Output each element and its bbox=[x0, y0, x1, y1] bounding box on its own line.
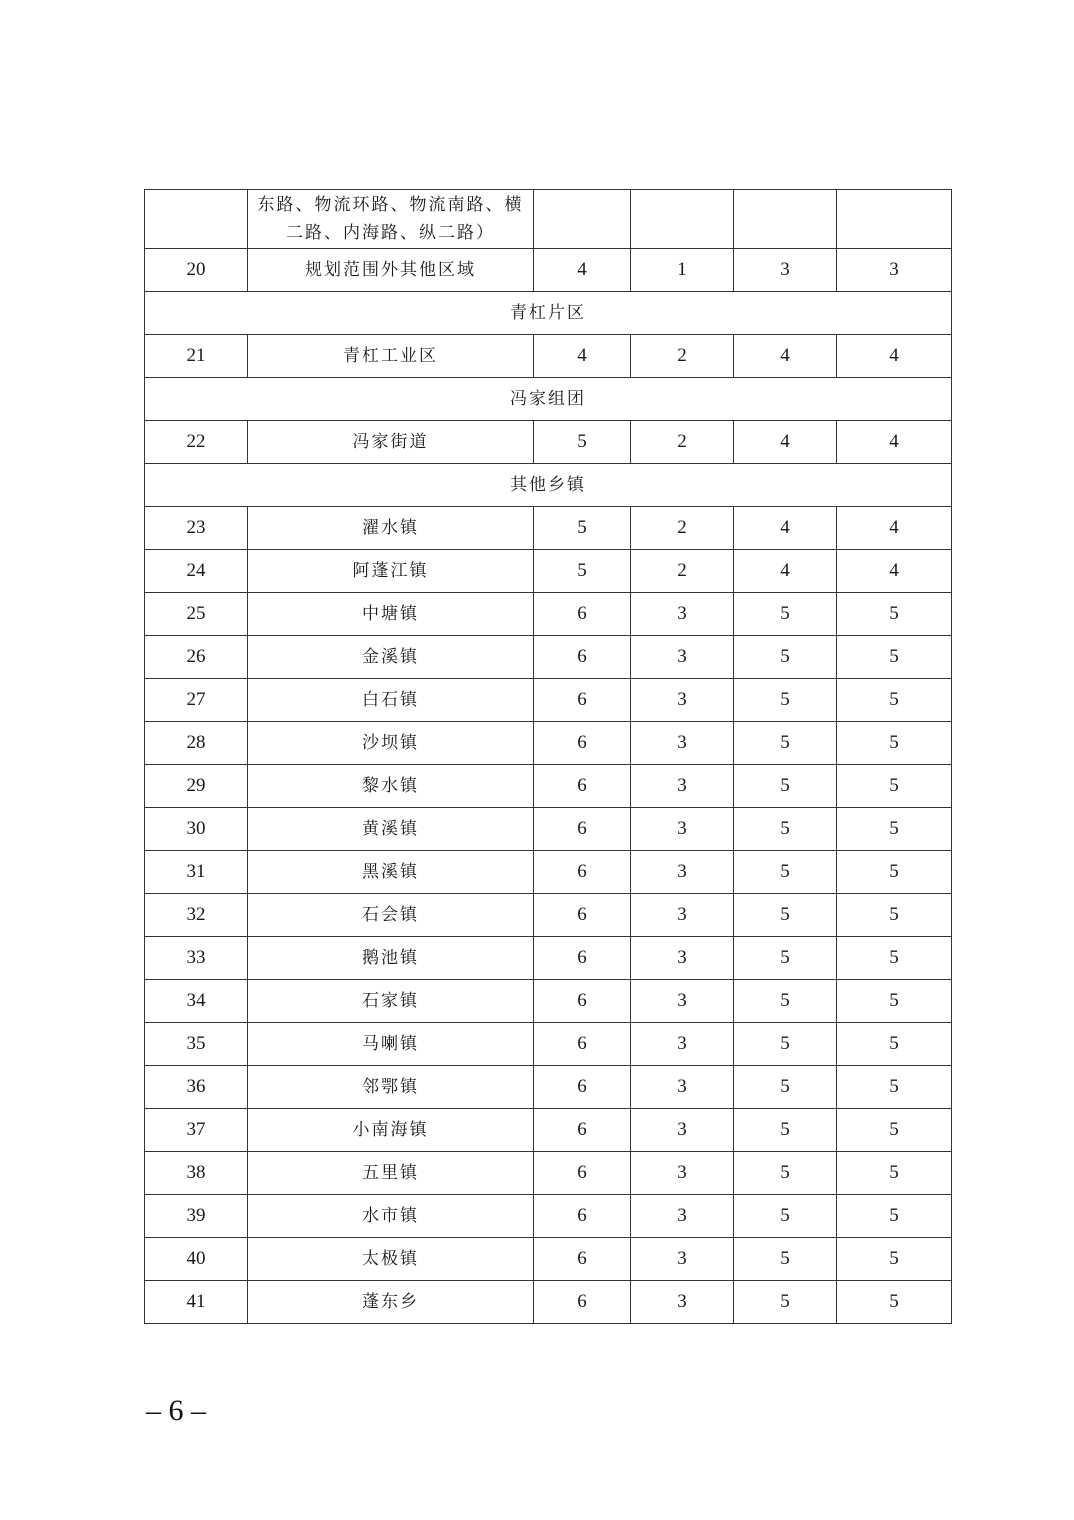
row-index-cell: 40 bbox=[145, 1238, 248, 1281]
value-cell-4: 5 bbox=[837, 937, 952, 980]
section-row bbox=[145, 292, 952, 335]
value-cell-4: 5 bbox=[837, 808, 952, 851]
value-cell-4: 5 bbox=[837, 1066, 952, 1109]
area-name-cell: 冯家街道 bbox=[248, 421, 534, 464]
area-name-cell: 黎水镇 bbox=[248, 765, 534, 808]
table-row bbox=[145, 808, 952, 851]
value-cell-1: 6 bbox=[534, 1281, 631, 1324]
value-cell-1: 6 bbox=[534, 937, 631, 980]
value-cell-4: 5 bbox=[837, 636, 952, 679]
value-cell-1: 6 bbox=[534, 636, 631, 679]
table-row bbox=[145, 1238, 952, 1281]
value-cell-1: 6 bbox=[534, 1023, 631, 1066]
value-cell-1: 6 bbox=[534, 1238, 631, 1281]
value-cell-2: 3 bbox=[631, 1023, 734, 1066]
value-cell-1: 4 bbox=[534, 249, 631, 292]
row-index-cell: 25 bbox=[145, 593, 248, 636]
table-row bbox=[145, 593, 952, 636]
area-name-cell: 马喇镇 bbox=[248, 1023, 534, 1066]
section-heading-qinggang: 青杠片区 bbox=[145, 292, 952, 335]
value-cell-4: 3 bbox=[837, 249, 952, 292]
area-name-cell: 金溪镇 bbox=[248, 636, 534, 679]
value-cell-1: 6 bbox=[534, 808, 631, 851]
row-index-cell: 38 bbox=[145, 1152, 248, 1195]
row-index-cell: 28 bbox=[145, 722, 248, 765]
row-index-cell: 24 bbox=[145, 550, 248, 593]
value-cell-4 bbox=[837, 190, 952, 249]
table-row bbox=[145, 507, 952, 550]
row-index-cell: 23 bbox=[145, 507, 248, 550]
table-row bbox=[145, 679, 952, 722]
table-row bbox=[145, 1023, 952, 1066]
value-cell-1: 6 bbox=[534, 679, 631, 722]
row-index-cell: 36 bbox=[145, 1066, 248, 1109]
area-name-cell: 小南海镇 bbox=[248, 1109, 534, 1152]
value-cell-2: 3 bbox=[631, 1195, 734, 1238]
row-index-cell: 21 bbox=[145, 335, 248, 378]
value-cell-2: 3 bbox=[631, 679, 734, 722]
row-index-cell: 39 bbox=[145, 1195, 248, 1238]
value-cell-4: 4 bbox=[837, 507, 952, 550]
value-cell-3: 5 bbox=[734, 765, 837, 808]
row-index-cell: 31 bbox=[145, 851, 248, 894]
value-cell-3: 5 bbox=[734, 636, 837, 679]
row-index-cell: 22 bbox=[145, 421, 248, 464]
area-name-cell: 石家镇 bbox=[248, 980, 534, 1023]
row-index-cell: 35 bbox=[145, 1023, 248, 1066]
area-name-cell: 蓬东乡 bbox=[248, 1281, 534, 1324]
value-cell-4: 5 bbox=[837, 1195, 952, 1238]
row-index-cell: 27 bbox=[145, 679, 248, 722]
table-row bbox=[145, 335, 952, 378]
value-cell-2: 3 bbox=[631, 722, 734, 765]
value-cell-2: 3 bbox=[631, 808, 734, 851]
value-cell-4: 5 bbox=[837, 980, 952, 1023]
value-cell-4: 5 bbox=[837, 765, 952, 808]
area-name-cell: 邻鄂镇 bbox=[248, 1066, 534, 1109]
section-heading-other-towns: 其他乡镇 bbox=[145, 464, 952, 507]
value-cell-2: 3 bbox=[631, 851, 734, 894]
table-row bbox=[145, 1195, 952, 1238]
value-cell-1: 6 bbox=[534, 722, 631, 765]
value-cell-2: 3 bbox=[631, 1238, 734, 1281]
value-cell-1: 6 bbox=[534, 980, 631, 1023]
area-name-cell: 鹅池镇 bbox=[248, 937, 534, 980]
value-cell-4: 5 bbox=[837, 1152, 952, 1195]
value-cell-2: 3 bbox=[631, 937, 734, 980]
value-cell-4: 5 bbox=[837, 722, 952, 765]
value-cell-4: 5 bbox=[837, 1109, 952, 1152]
value-cell-3: 4 bbox=[734, 335, 837, 378]
value-cell-1: 6 bbox=[534, 851, 631, 894]
area-name-cell: 白石镇 bbox=[248, 679, 534, 722]
area-name-cell: 黄溪镇 bbox=[248, 808, 534, 851]
value-cell-1: 4 bbox=[534, 335, 631, 378]
row-index-cell: 32 bbox=[145, 894, 248, 937]
value-cell-1: 5 bbox=[534, 550, 631, 593]
area-name-cell: 阿蓬江镇 bbox=[248, 550, 534, 593]
value-cell-1: 6 bbox=[534, 593, 631, 636]
section-row bbox=[145, 378, 952, 421]
value-cell-1: 6 bbox=[534, 1066, 631, 1109]
value-cell-3: 4 bbox=[734, 421, 837, 464]
value-cell-1 bbox=[534, 190, 631, 249]
value-cell-2: 2 bbox=[631, 335, 734, 378]
value-cell-4: 5 bbox=[837, 851, 952, 894]
value-cell-3: 4 bbox=[734, 550, 837, 593]
value-cell-3: 5 bbox=[734, 679, 837, 722]
row-index-cell: 29 bbox=[145, 765, 248, 808]
value-cell-2: 3 bbox=[631, 593, 734, 636]
value-cell-3: 5 bbox=[734, 1152, 837, 1195]
row-index-cell: 30 bbox=[145, 808, 248, 851]
value-cell-3: 5 bbox=[734, 894, 837, 937]
value-cell-1: 6 bbox=[534, 1195, 631, 1238]
district-rating-table bbox=[144, 189, 952, 1324]
table-body bbox=[145, 190, 952, 1324]
row-index-cell: 37 bbox=[145, 1109, 248, 1152]
value-cell-3: 3 bbox=[734, 249, 837, 292]
area-name-cell: 青杠工业区 bbox=[248, 335, 534, 378]
value-cell-3: 5 bbox=[734, 808, 837, 851]
row-index-cell: 26 bbox=[145, 636, 248, 679]
table-row-continued bbox=[145, 190, 952, 249]
area-name-cell: 规划范围外其他区域 bbox=[248, 249, 534, 292]
table-row bbox=[145, 249, 952, 292]
page-number: – 6 – bbox=[146, 1394, 206, 1427]
value-cell-4: 5 bbox=[837, 1023, 952, 1066]
value-cell-2: 2 bbox=[631, 507, 734, 550]
row-index-cell bbox=[145, 190, 248, 249]
value-cell-3: 5 bbox=[734, 722, 837, 765]
value-cell-3 bbox=[734, 190, 837, 249]
table-row bbox=[145, 851, 952, 894]
table-row bbox=[145, 765, 952, 808]
section-heading-fengjia: 冯家组团 bbox=[145, 378, 952, 421]
area-name-cell: 太极镇 bbox=[248, 1238, 534, 1281]
row-index-cell: 33 bbox=[145, 937, 248, 980]
value-cell-1: 5 bbox=[534, 421, 631, 464]
section-row bbox=[145, 464, 952, 507]
table-row bbox=[145, 1066, 952, 1109]
value-cell-1: 6 bbox=[534, 765, 631, 808]
area-name-cell: 水市镇 bbox=[248, 1195, 534, 1238]
value-cell-4: 4 bbox=[837, 335, 952, 378]
value-cell-4: 5 bbox=[837, 1238, 952, 1281]
value-cell-2: 1 bbox=[631, 249, 734, 292]
value-cell-3: 5 bbox=[734, 937, 837, 980]
value-cell-2: 2 bbox=[631, 550, 734, 593]
area-name-cell: 石会镇 bbox=[248, 894, 534, 937]
area-name-cell: 东路、物流环路、物流南路、横二路、内海路、纵二路） bbox=[248, 190, 534, 249]
table-row bbox=[145, 1281, 952, 1324]
value-cell-4: 5 bbox=[837, 679, 952, 722]
area-name-cell: 濯水镇 bbox=[248, 507, 534, 550]
table-row bbox=[145, 980, 952, 1023]
value-cell-3: 5 bbox=[734, 980, 837, 1023]
value-cell-3: 5 bbox=[734, 1109, 837, 1152]
value-cell-4: 5 bbox=[837, 1281, 952, 1324]
value-cell-3: 5 bbox=[734, 1066, 837, 1109]
table-row bbox=[145, 636, 952, 679]
value-cell-2: 3 bbox=[631, 636, 734, 679]
value-cell-2: 3 bbox=[631, 1066, 734, 1109]
value-cell-3: 5 bbox=[734, 1238, 837, 1281]
table-row bbox=[145, 937, 952, 980]
value-cell-4: 4 bbox=[837, 550, 952, 593]
table-row bbox=[145, 894, 952, 937]
value-cell-2: 3 bbox=[631, 980, 734, 1023]
row-index-cell: 20 bbox=[145, 249, 248, 292]
value-cell-3: 4 bbox=[734, 507, 837, 550]
table-row bbox=[145, 722, 952, 765]
value-cell-2: 3 bbox=[631, 765, 734, 808]
value-cell-2: 2 bbox=[631, 421, 734, 464]
area-name-cell: 五里镇 bbox=[248, 1152, 534, 1195]
area-name-cell: 沙坝镇 bbox=[248, 722, 534, 765]
value-cell-3: 5 bbox=[734, 593, 837, 636]
value-cell-3: 5 bbox=[734, 851, 837, 894]
value-cell-1: 6 bbox=[534, 894, 631, 937]
table-row bbox=[145, 1152, 952, 1195]
value-cell-1: 6 bbox=[534, 1109, 631, 1152]
table-row bbox=[145, 421, 952, 464]
row-index-cell: 41 bbox=[145, 1281, 248, 1324]
value-cell-3: 5 bbox=[734, 1195, 837, 1238]
area-name-cell: 黑溪镇 bbox=[248, 851, 534, 894]
value-cell-3: 5 bbox=[734, 1023, 837, 1066]
row-index-cell: 34 bbox=[145, 980, 248, 1023]
value-cell-2: 3 bbox=[631, 894, 734, 937]
value-cell-4: 5 bbox=[837, 894, 952, 937]
table-row bbox=[145, 550, 952, 593]
value-cell-1: 5 bbox=[534, 507, 631, 550]
table-row bbox=[145, 1109, 952, 1152]
area-name-cell: 中塘镇 bbox=[248, 593, 534, 636]
value-cell-2: 3 bbox=[631, 1109, 734, 1152]
value-cell-2: 3 bbox=[631, 1152, 734, 1195]
value-cell-4: 4 bbox=[837, 421, 952, 464]
value-cell-2 bbox=[631, 190, 734, 249]
value-cell-4: 5 bbox=[837, 593, 952, 636]
value-cell-3: 5 bbox=[734, 1281, 837, 1324]
value-cell-2: 3 bbox=[631, 1281, 734, 1324]
value-cell-1: 6 bbox=[534, 1152, 631, 1195]
